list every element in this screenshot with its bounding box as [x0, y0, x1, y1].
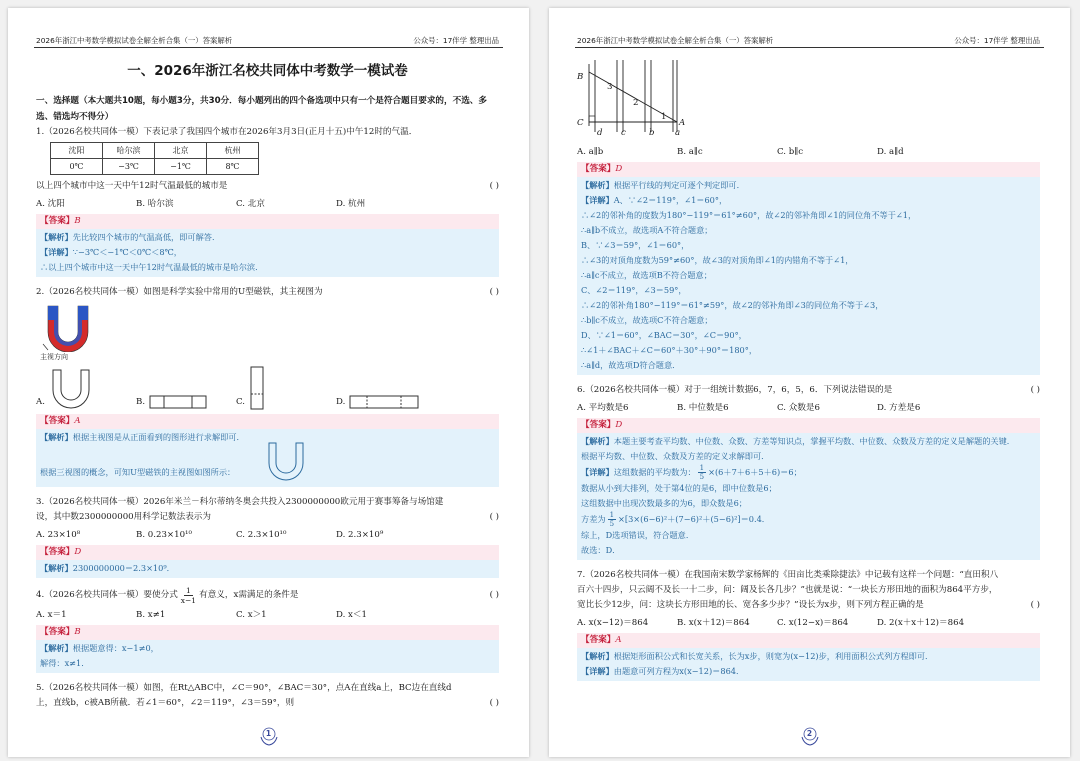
answer-box: 【答案】D — [577, 162, 1040, 177]
answer-value: A — [74, 416, 81, 426]
line-c-label: c — [621, 128, 626, 138]
option-c: C. x＞1 — [236, 610, 267, 620]
answer-value: B — [74, 627, 81, 637]
answer-paren: ( ) — [1030, 600, 1040, 610]
fraction: 1 x−1 — [180, 586, 197, 605]
answer-paren: ( ) — [489, 512, 499, 522]
fraction: $\frac{1}{5}$ — [609, 511, 615, 528]
option-b: B. 哈尔滨 — [136, 199, 174, 209]
option-a: A. a∥b — [577, 147, 604, 157]
temperature-table — [50, 142, 259, 175]
option-b: B. x(x＋12)＝864 — [677, 618, 750, 628]
question-2 — [36, 285, 499, 487]
header-credit: 公众号：17伴学 整理出品 — [954, 36, 1040, 45]
answer-box: 【答案】B — [36, 625, 499, 640]
answer-value: D — [615, 164, 623, 174]
option-c: C. x(12−x)＝864 — [777, 618, 849, 628]
question-1 — [36, 125, 499, 277]
table-cell: −1℃ — [155, 159, 207, 175]
analysis-box: 【解析】先比较四个城市的气温高低，即可解答． 【详解】∵−3℃＜−1℃＜0℃＜8℃， ∴以上四个城市中这一天中午12时气温最低的城市是哈尔滨． — [36, 229, 499, 277]
header-title: 2026年浙江中考数学模拟试卷全解全析合集（一）答案解析 — [36, 36, 233, 45]
option-d: D. 杭州 — [336, 199, 366, 209]
option-c: C. 2.3×10¹⁰ — [236, 530, 287, 540]
page-number-badge — [799, 725, 821, 747]
option-d: D. x＜1 — [336, 610, 367, 620]
question-6 — [577, 383, 1040, 560]
question-7 — [577, 568, 1040, 613]
fraction: $\frac{1}{5}$ — [699, 464, 705, 481]
option-b: B. 0.23×10¹⁰ — [136, 530, 192, 540]
exam-title: 一、2026年浙江名校共同体中考数学一模试卷 — [127, 63, 408, 79]
question-stem: 1.（2026名校共同体一模）下表记录了我国四个城市在2026年3月3日(正月十五)中午12时的气温． — [36, 127, 418, 137]
option-c: C. 众数是6 — [777, 403, 820, 413]
table-cell: 0℃ — [51, 159, 103, 175]
question-stem: 3.（2026名校共同体一模）2026年米兰－科尔蒂纳冬奥会共投入2300000000欧元用于赛事筹备与场馆建设，其中数2300000000用科学记数法表示为 — [36, 497, 444, 522]
label-c: C — [577, 118, 584, 128]
front-view-icon — [266, 441, 306, 485]
answer-paren: ( ) — [489, 590, 499, 600]
option-d: D. 2(x＋x＋12)＝864 — [877, 618, 965, 628]
page-header — [34, 32, 503, 48]
option-b-rect-icon — [149, 394, 207, 410]
geometry-figure — [577, 60, 1040, 142]
u-magnet-icon — [42, 304, 102, 352]
question-ask: 以上四个城市中这一天中午12时气温最低的城市是 — [36, 181, 228, 191]
option-a-u-shape-icon — [49, 368, 93, 410]
angle-3: 3 — [607, 82, 613, 92]
table-cell: 杭州 — [207, 143, 259, 159]
option-figures: A. B. C. D. — [36, 366, 499, 410]
option-c: C. 北京 — [236, 199, 265, 209]
line-d-label: d — [597, 128, 603, 138]
answer-box: 【答案】B — [36, 214, 499, 229]
question-5 — [36, 681, 499, 711]
header-credit: 公众号：17伴学 整理出品 — [413, 36, 499, 45]
label-b: B — [577, 72, 584, 82]
page-number: 2 — [806, 729, 813, 738]
page-header — [575, 32, 1044, 48]
table-cell: −3℃ — [103, 159, 155, 175]
question-stem-b: 有意义，x需满足的条件是 — [199, 590, 299, 600]
header-title: 2026年浙江中考数学模拟试卷全解全析合集（一）答案解析 — [577, 36, 774, 45]
option-c-bar-icon — [249, 366, 265, 410]
page-2 — [549, 8, 1070, 757]
answer-box: 【答案】D — [36, 545, 499, 560]
page-number: 1 — [265, 729, 272, 738]
question-stem-a: 4.（2026名校共同体一模）要使分式 — [36, 590, 178, 600]
answer-paren: ( ) — [489, 698, 499, 708]
table-cell: 8℃ — [207, 159, 259, 175]
question-3 — [36, 495, 499, 578]
question-stem: 2.（2026名校共同体一模）如图是科学实验中常用的U型磁铁，其主视图为 — [36, 287, 323, 297]
angle-1: 1 — [661, 112, 667, 122]
answer-value: D — [615, 420, 623, 430]
table-cell: 北京 — [155, 143, 207, 159]
analysis-box: 【解析】根据主视图是从正面看到的图形进行求解即可． 根据三视图的概念，可知U型磁铁的主视图如图所示： — [36, 429, 499, 487]
option-a: A. 沈阳 — [36, 199, 65, 209]
option-d: D. 方差是6 — [877, 403, 921, 413]
answer-box: 【答案】A — [36, 414, 499, 429]
table-cell: 沈阳 — [51, 143, 103, 159]
analysis-box: 【解析】根据矩形面积公式和长宽关系，长为x步，则宽为(x−12)步，利用面积公式列方程即可． 【详解】由题意可列方程为x(x−12)＝864． — [577, 648, 1040, 681]
option-d-rect-icon — [349, 394, 419, 410]
answer-paren: ( ) — [489, 287, 499, 297]
section-heading: 一、选择题（本大题共10题，每小题3分，共30分．每小题列出的四个备选项中只有一个是符合题目要求的，不选、多选、错选均不得分） — [36, 96, 487, 122]
option-b: B. x≠1 — [136, 610, 166, 620]
answer-paren: ( ) — [1030, 385, 1040, 395]
page-number-badge — [258, 725, 280, 747]
line-a-label: a — [675, 128, 681, 138]
answer-paren: ( ) — [489, 181, 499, 191]
question-4 — [36, 586, 499, 673]
analysis-box: 【解析】本题主要考查平均数、中位数、众数、方差等知识点，掌握平均数、中位数、众数及方差的定义是解题的关键． 根据平均数、中位数、众数及方差的定义求解即可． 【详解】 这组数据的平均数为： $\frac{1}{5}$ ×(6＋7＋6＋5＋6)＝6； 数据从小到大排列，处于第4位的是6，即中位数是6； 这组数据中出现次数最多的为6，即众数是6； 方差为 $\frac{1}{5}$ ×[3×(6−6)²＋(7−6)²＋(5−6)²]＝0.4． 综上，D选项错误，符合题意． 故选：D． — [577, 433, 1040, 560]
option-d: D. a∥d — [877, 147, 904, 157]
answer-value: B — [74, 216, 81, 226]
question-stem: 5.（2026名校共同体一模）如图，在Rt△ABC中，∠C＝90°，∠BAC＝30°，点A在直线a上，BC边在直线d上，直线b，c被AB所截．若∠1＝60°，∠2＝119°，∠3＝59°，则 — [36, 683, 452, 708]
answer-box: 【答案】D — [577, 418, 1040, 433]
answer-value: D — [74, 547, 82, 557]
option-a: A. 23×10⁸ — [36, 530, 81, 540]
option-a: A. 平均数是6 — [577, 403, 629, 413]
question-stem: 6.（2026名校共同体一模）对于一组统计数据6，7，6，5，6．下列说法错误的是 — [577, 385, 893, 395]
option-b: B. a∥c — [677, 147, 703, 157]
analysis-box: 【解析】2300000000＝2.3×10⁹． — [36, 560, 499, 578]
option-c: C. b∥c — [777, 147, 804, 157]
label-a: A — [679, 118, 686, 128]
analysis-box: 【解析】根据题意得：x−1≠0， 解得：x≠1． — [36, 640, 499, 673]
angle-2: 2 — [633, 98, 639, 108]
option-d: D. 2.3×10⁹ — [336, 530, 384, 540]
answer-box: 【答案】A — [577, 633, 1040, 648]
table-cell: 哈尔滨 — [103, 143, 155, 159]
option-b: B. 中位数是6 — [677, 403, 729, 413]
line-b-label: b — [649, 128, 655, 138]
page-1 — [8, 8, 529, 757]
view-direction-label: 主视方向 — [40, 353, 68, 361]
option-a: A. x(x−12)＝864 — [577, 618, 649, 628]
analysis-box: 【解析】根据平行线的判定可逐个判定即可． 【详解】A、∵∠2＝119°，∠1＝60°， ∴∠2的邻补角的度数为180°−119°＝61°≠60°，故∠2的邻补角即∠1的同位角不等于∠1， ∴a∥b不成立，故选项A不符合题意； B、∵∠3＝59°，∠1＝60°， ∴∠3的对顶角度数为59°≠60°，故∠3的对顶角即∠1的内错角不等于∠1， ∴a∥c不成立，故选项B不符合题意； C、∠2＝119°，∠3＝59°， ∴∠2的邻补角180°−119°＝61°≠59°，故∠2的邻补角即∠3的同位角不等于∠3， ∴b∥c不成立，故选项C不符合题意； D、∵∠1＝60°，∠BAC＝30°，∠C＝90°， ∴∠1＋∠BAC＋∠C＝60°＋30°＋90°＝180°， ∴a∥d，故选项D符合题意． — [577, 177, 1040, 375]
question-stem: 7.（2026名校共同体一模）在我国南宋数学家杨辉的《田亩比类乘除捷法》中记载有这样一个问题：“直田积八百六十四步，只云阔不及长一十二步，问：阔及长各几步？”也就是说：“一块长方形田地的面积为864平方步，宽比长少12步，问：这块长方形田地的长、宽各多少步？”设长为x步，则下列方程正确的是 — [577, 570, 999, 610]
u-magnet-figure — [36, 304, 499, 362]
answer-value: A — [615, 635, 622, 645]
option-a: A. x＝1 — [36, 610, 67, 620]
